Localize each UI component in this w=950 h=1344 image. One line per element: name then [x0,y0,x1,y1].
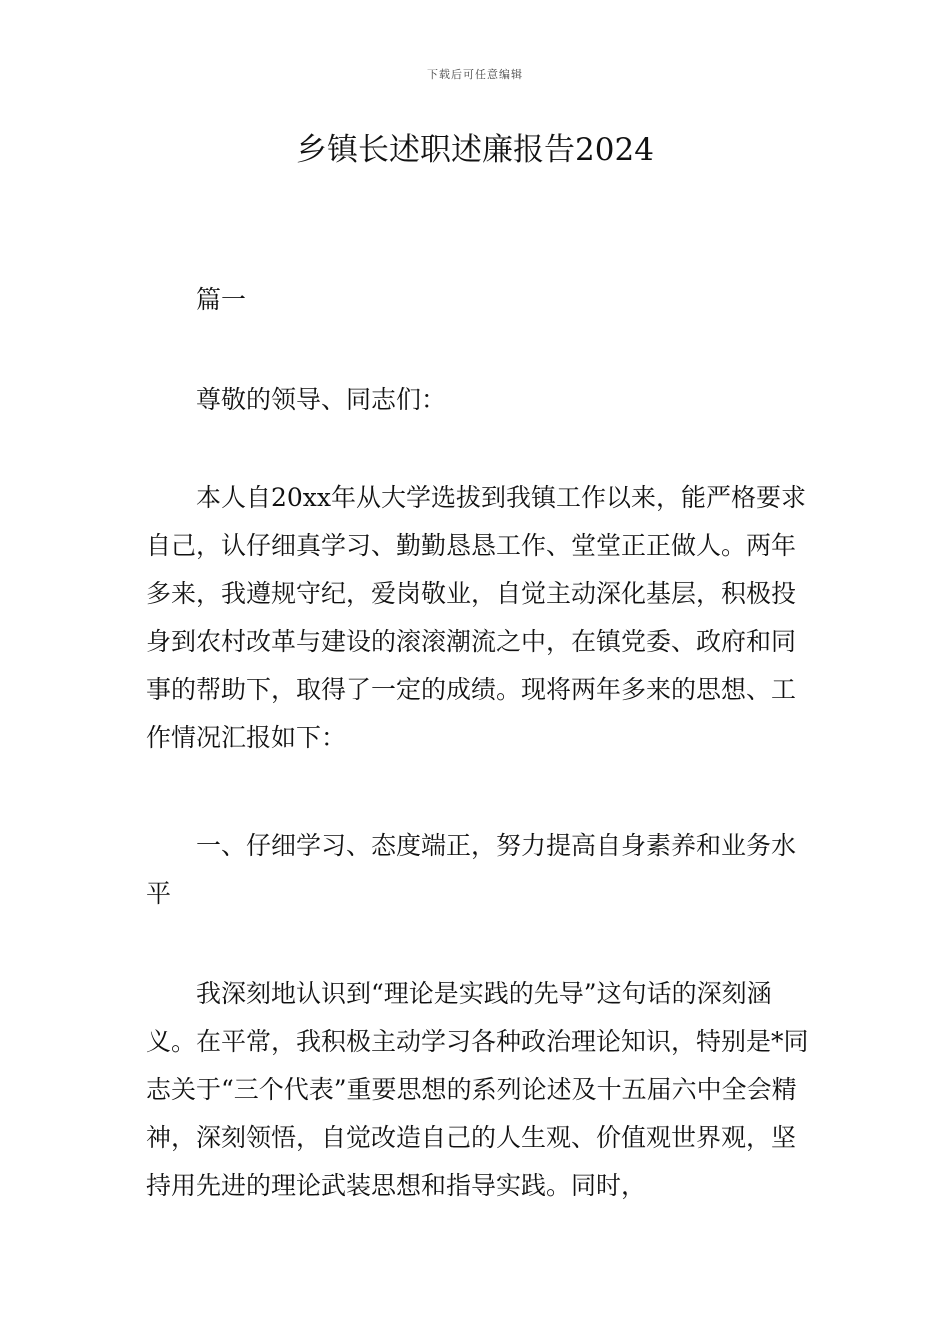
body-paragraph: 我深刻地认识到“理论是实践的先导”这句话的深刻涵义。在平常，我积极主动学习各种政治理论知识，特别是*同志关于“三个代表”重要思想的系列论述及十五届六中全会精神，深刻领悟，自觉改造自己的人生观、价值观世界观，坚持用先进的理论武装思想和指导实践。同时， [146,979,809,1200]
section-label: 篇一 [196,285,247,314]
body-paragraph: 本人自20xx年从大学选拔到我镇工作以来，能严格要求自己，认仔细真学习、勤勤恳恳工作、堂堂正正做人。两年多来，我遵规守纪，爱岗敬业，自觉主动深化基层，积极投身到农村改革与建设的滚滚潮流之中，在镇党委、政府和同事的帮助下，取得了一定的成绩。现将两年多来的思想、工作情况汇报如下： [146,483,807,752]
salutation: 尊敬的领导、同志们： [196,385,447,414]
section-heading: 一、仔细学习、态度端正，努力提高自身素养和业务水平 [146,831,797,908]
document-title: 乡镇长述职述廉报告2024 [296,132,654,168]
header-note: 下载后可任意编辑 [427,68,523,81]
